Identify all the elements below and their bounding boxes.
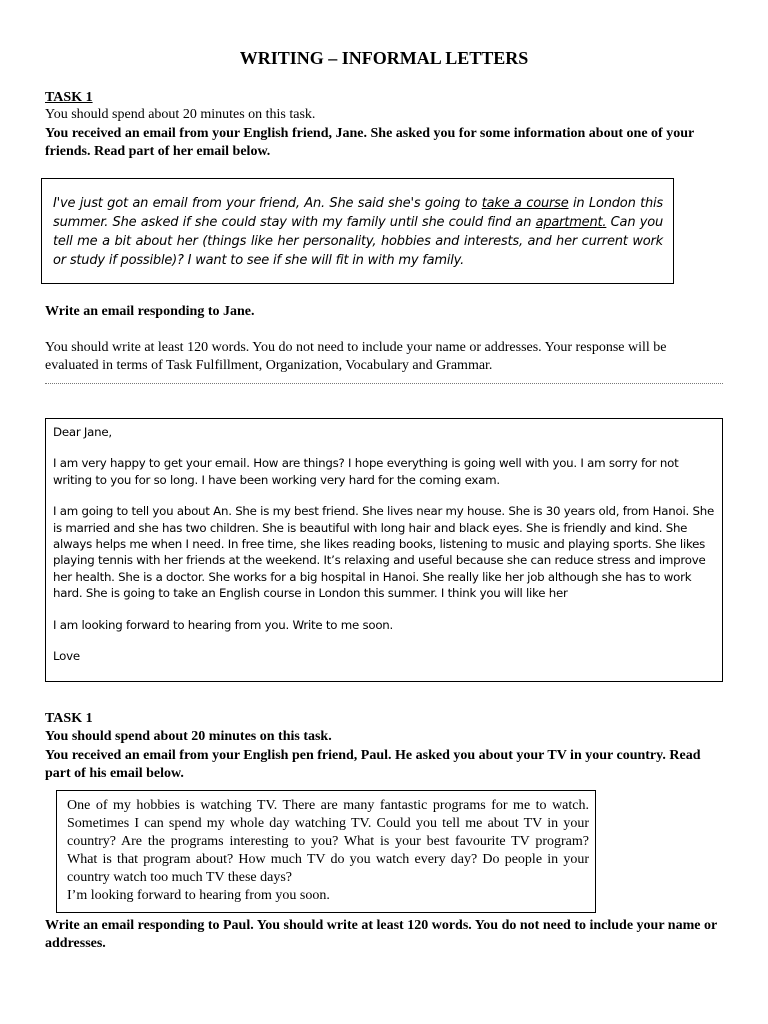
email-underlined-course: take a course	[481, 196, 569, 211]
task1-time: You should spend about 20 minutes on this task.	[45, 107, 316, 122]
task1-email-text	[53, 194, 663, 270]
answer-letter-box	[45, 418, 723, 682]
letter-paragraph-1: I am very happy to get your email. How are things? I hope everything is going well with you. I am sorry for not writing to you for so long. I have been working very hard for the coming exam.	[53, 456, 679, 487]
letter-paragraph-2: I am going to tell you about An. She is my best friend. She lives near my house. She is 30 years old, from Hanoi. She is married and she has two children. She is beautiful with long hair and black eyes. She is friendly and kind. She always helps me when I need. In free time, she likes reading books, listening to music and playing sports. She likes playing tennis with her friends at the weekend. It’s relaxing and useful because she can reduce stress and improve her health. She is a doctor. She works for a big hospital in Hanoi. She really like her job although she has to work hard. She is going to take an English course in London this summer. I think you will like her	[53, 504, 714, 601]
task2-email-text: One of my hobbies is watching TV. There are many fantastic programs for me to watch. Sometimes I can spend my whole day watching TV. Could you tell me about TV in your country? Are the programs interesting to you? What is your best favourite TV program? What is that program about? How much TV do you watch every day? Do people in your country watch too much TV these days?	[67, 798, 589, 885]
task2-write-prompt: Write an email responding to Paul. You should write at least 120 words. You do not need to include your name or addresses.	[45, 918, 717, 951]
task1-guidance: You should write at least 120 words. You do not need to include your name or addresses. Your response will be evaluated in terms of Task Fulfillment, Organization, Vocabulary and Grammar.	[45, 340, 667, 373]
task2-email-closing: I’m looking forward to hearing from you soon.	[67, 888, 330, 903]
letter-paragraph-3: I am looking forward to hearing from you. Write to me soon.	[53, 617, 394, 632]
letter-greeting: Dear Jane,	[53, 425, 112, 439]
task2-instruction: You received an email from your English pen friend, Paul. He asked you about your TV in your country. Read part of his email below.	[45, 748, 701, 781]
task1-instruction: You received an email from your English friend, Jane. She asked you for some information about one of your friends. Read part of her email below.	[45, 126, 694, 159]
task2-email-box	[56, 790, 596, 913]
task2-time: You should spend about 20 minutes on this task.	[45, 729, 332, 744]
email-underlined-apartment: apartment.	[535, 215, 607, 230]
divider	[45, 383, 723, 384]
email-text-part2: in London this summer. She asked if she could stay with my family until she could find an	[53, 196, 663, 230]
email-text-part3: Can you tell me a bit about her (things like her personality, hobbies and interests, and her current work or study if possible)? I want to see if she will fit in with my family.	[53, 215, 663, 268]
letter-closing: Love	[53, 649, 80, 664]
task1-label: TASK 1	[45, 90, 93, 105]
page-title: WRITING – INFORMAL LETTERS	[239, 48, 529, 68]
task2-label: TASK 1	[45, 711, 93, 726]
email-text-part1: I've just got an email from your friend, An. She said she's going to	[53, 196, 482, 211]
task1-email-box	[41, 178, 674, 284]
task1-write-prompt: Write an email responding to Jane.	[45, 304, 255, 319]
